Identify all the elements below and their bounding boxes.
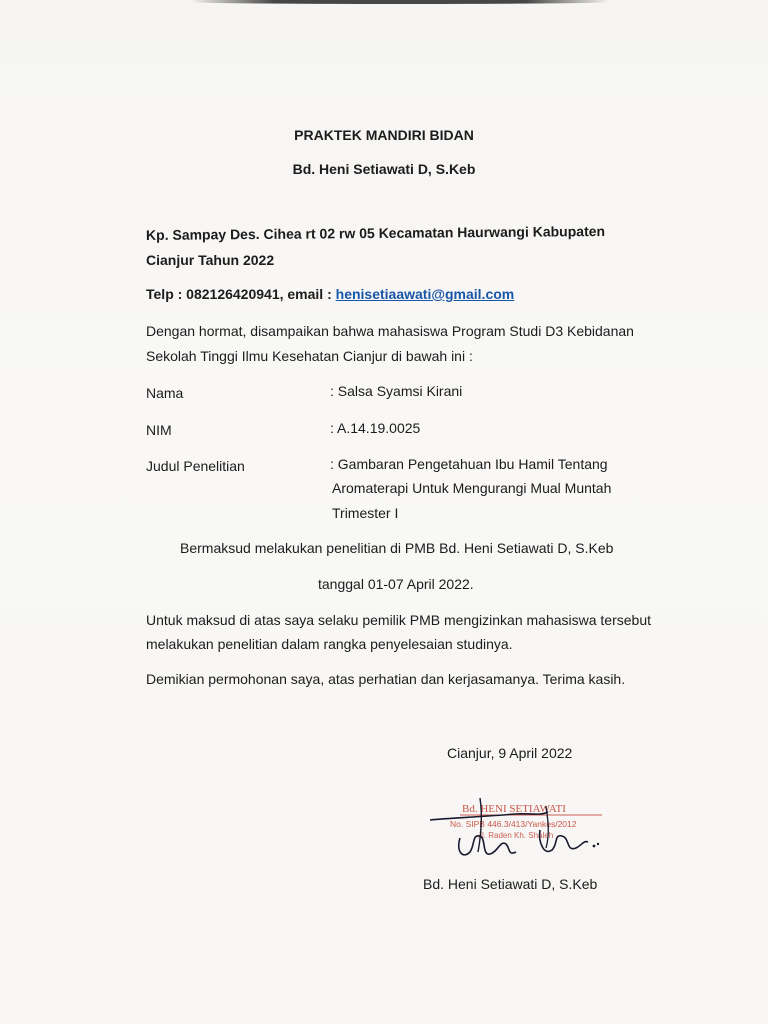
purpose-line-1: Bermaksud melakukan penelitian di PMB Bd. Heni Setiawati D, S.Keb: [180, 540, 614, 556]
contact-line: [146, 286, 514, 302]
permission-line-2: melakukan penelitian dalam rangka penyelesaian studinya.: [146, 636, 513, 652]
field-value-judul-1: : Gambaran Pengetahuan Ibu Hamil Tentang: [330, 456, 608, 472]
intro-line-1: Dengan hormat, disampaikan bahwa mahasiswa Program Studi D3 Kebidanan: [146, 323, 634, 339]
stamp-name-text: Bd. HENI SETIAWATI: [462, 803, 566, 815]
field-value-nama: : Salsa Syamsi Kirani: [330, 383, 463, 399]
signature-graphic: [420, 790, 620, 865]
permission-line-1: Untuk maksud di atas saya selaku pemilik PMB mengizinkan mahasiswa tersebut: [146, 612, 652, 628]
signature-dot: [593, 845, 596, 848]
signature-dot: [597, 843, 599, 845]
email-link[interactable]: henisetiaawati@gmail.com: [335, 286, 515, 302]
signer-name: Bd. Heni Setiawati D, S.Keb: [423, 876, 598, 892]
page-top-edge: [190, 0, 610, 4]
place-date: Cianjur, 9 April 2022: [447, 745, 573, 761]
stamp-address-text: Jl. Raden Kh. Shaleh: [478, 831, 554, 840]
field-label-nim: NIM: [146, 422, 172, 438]
closing-line: Demikian permohonan saya, atas perhatian dan kerjasamanya. Terima kasih.: [146, 671, 626, 687]
stamp-and-signature: [420, 790, 620, 865]
intro-line-2: Sekolah Tinggi Ilmu Kesehatan Cianjur di bawah ini :: [146, 348, 473, 364]
field-label-nama: Nama: [146, 385, 184, 401]
letterhead-owner: Bd. Heni Setiawati D, S.Keb: [292, 161, 476, 177]
field-value-nim: : A.14.19.0025: [330, 420, 421, 436]
phone-label: Telp : 082126420941, email :: [146, 286, 336, 302]
field-value-judul-2: Aromaterapi Untuk Mengurangi Mual Muntah: [332, 480, 612, 496]
address-line-1: Kp. Sampay Des. Cihea rt 02 rw 05 Kecamatan Haurwangi Kabupaten: [145, 222, 606, 243]
purpose-line-2: tanggal 01-07 April 2022.: [318, 576, 474, 592]
field-value-judul-3: Trimester I: [332, 505, 399, 521]
stamp-license-text: No. SIPB 446.3/413/Yankes/2012: [450, 819, 577, 829]
field-label-judul: Judul Penelitian: [146, 458, 245, 474]
address-line-2: Cianjur Tahun 2022: [146, 252, 275, 268]
letterhead-title: PRAKTEK MANDIRI BIDAN: [294, 127, 474, 143]
